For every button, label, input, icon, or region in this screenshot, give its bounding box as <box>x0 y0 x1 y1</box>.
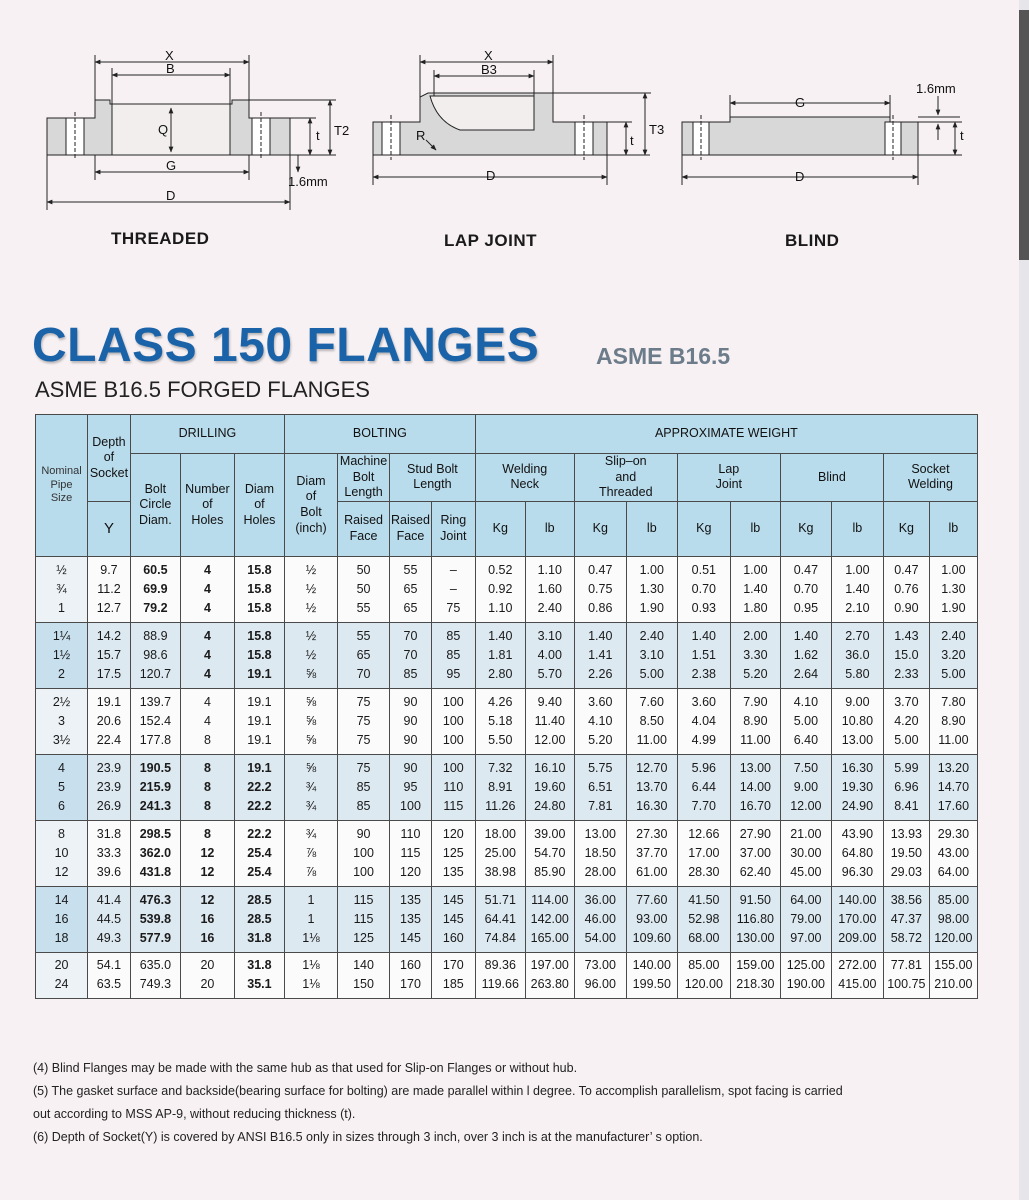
blind-label-t: t <box>960 128 964 143</box>
table-cell-bl-lb: 140.00 170.00 209.00 <box>831 886 883 952</box>
table-cell-sw-lb: 2.40 3.20 5.00 <box>929 622 977 688</box>
table-cell-db: ½ ½ ½ <box>284 556 337 622</box>
standard-label: ASME B16.5 <box>596 343 731 369</box>
table-cell-lj-kg: 0.51 0.70 0.93 <box>677 556 730 622</box>
lapjoint-label-b3: B3 <box>481 62 497 77</box>
table-cell-bl-kg: 125.00 190.00 <box>780 952 831 998</box>
header-depth-of-socket: Depth of Socket <box>88 415 131 502</box>
table-cell-so-lb: 2.40 3.10 5.00 <box>626 622 677 688</box>
header-machine-bolt-length: Machine Bolt Length <box>338 454 390 502</box>
table-cell-srj: 100 110 115 <box>431 754 475 820</box>
footnote-6: (6) Depth of Socket(Y) is covered by ANSI B16.5 only in sizes through 3 inch, over 3 inch is at the manufacturer’ s option. <box>33 1130 703 1144</box>
header-bolting: BOLTING <box>284 415 475 454</box>
table-cell-so-lb: 140.00 199.50 <box>626 952 677 998</box>
table-cell-bl-lb: 16.30 19.30 24.90 <box>831 754 883 820</box>
table-cell-lj-kg: 1.40 1.51 2.38 <box>677 622 730 688</box>
lapjoint-label-d: D <box>486 168 496 183</box>
table-cell-size: ½ ¾ 1 <box>36 556 88 622</box>
table-cell-sw-kg: 13.93 19.50 29.03 <box>883 820 929 886</box>
table-cell-mb: 140 150 <box>338 952 390 998</box>
table-cell-bl-kg: 0.47 0.70 0.95 <box>780 556 831 622</box>
header-wn-kg: Kg <box>475 501 525 556</box>
threaded-label-d: D <box>166 188 176 203</box>
caption-lap-joint: LAP JOINT <box>444 231 537 250</box>
header-bl-lb: lb <box>831 501 883 556</box>
header-approximate-weight: APPROXIMATE WEIGHT <box>475 415 977 454</box>
table-cell-size: 20 24 <box>36 952 88 998</box>
threaded-label-g: G <box>166 158 177 173</box>
table-cell-wn-lb: 39.00 54.70 85.90 <box>525 820 574 886</box>
blind-label-g: G <box>795 95 806 110</box>
table-cell-so-kg: 5.75 6.51 7.81 <box>574 754 626 820</box>
header-lap-joint: Lap Joint <box>677 454 780 502</box>
table-cell-so-lb: 27.30 37.70 61.00 <box>626 820 677 886</box>
header-so-lb: lb <box>626 501 677 556</box>
page-edge-tab <box>1019 10 1029 260</box>
table-row-group <box>36 688 978 754</box>
table-cell-bc: 88.9 98.6 120.7 <box>130 622 180 688</box>
table-cell-sw-lb: 1.00 1.30 1.90 <box>929 556 977 622</box>
header-number-of-holes: Number of Holes <box>180 454 234 557</box>
table-cell-so-kg: 0.47 0.75 0.86 <box>574 556 626 622</box>
flange-drawings <box>0 0 1020 300</box>
table-cell-lj-lb: 159.00 218.30 <box>730 952 780 998</box>
table-cell-nh: 8 8 8 <box>180 754 234 820</box>
table-cell-bc: 139.7 152.4 177.8 <box>130 688 180 754</box>
header-welding-neck: Welding Neck <box>475 454 574 502</box>
header-blind: Blind <box>780 454 883 502</box>
header-stud-ring-joint: Ring Joint <box>431 501 475 556</box>
table-cell-sw-kg: 77.81 100.75 <box>883 952 929 998</box>
table-cell-so-lb: 1.00 1.30 1.90 <box>626 556 677 622</box>
table-cell-sw-lb: 29.30 43.00 64.00 <box>929 820 977 886</box>
table-cell-dh: 19.1 22.2 22.2 <box>234 754 284 820</box>
table-cell-sw-kg: 5.99 6.96 8.41 <box>883 754 929 820</box>
footnote-5: (5) The gasket surface and backside(bearing surface for bolting) are made parallel within l degree. To accomplish parallelism, spot facing is carried <box>33 1084 843 1098</box>
table-cell-mb: 75 85 85 <box>338 754 390 820</box>
table-cell-so-kg: 13.00 18.50 28.00 <box>574 820 626 886</box>
lap-joint-drawing <box>373 55 651 185</box>
table-cell-nh: 12 16 16 <box>180 886 234 952</box>
table-cell-wn-lb: 197.00 263.80 <box>525 952 574 998</box>
table-cell-wn-kg: 4.26 5.18 5.50 <box>475 688 525 754</box>
table-cell-srf: 70 70 85 <box>390 622 432 688</box>
table-cell-y: 9.7 11.2 12.7 <box>88 556 131 622</box>
threaded-label-b: B <box>166 61 175 76</box>
header-sw-lb: lb <box>929 501 977 556</box>
table-row-group <box>36 820 978 886</box>
footnote-4: (4) Blind Flanges may be made with the same hub as that used for Slip-on Flanges or without hub. <box>33 1061 578 1075</box>
table-cell-bl-kg: 21.00 30.00 45.00 <box>780 820 831 886</box>
table-cell-sw-kg: 38.56 47.37 58.72 <box>883 886 929 952</box>
threaded-label-t2: T2 <box>334 123 350 138</box>
table-cell-dh: 15.8 15.8 19.1 <box>234 622 284 688</box>
table-cell-y: 19.1 20.6 22.4 <box>88 688 131 754</box>
table-cell-size: 1¼ 1½ 2 <box>36 622 88 688</box>
table-cell-sw-lb: 155.00 210.00 <box>929 952 977 998</box>
table-cell-bl-kg: 7.50 9.00 12.00 <box>780 754 831 820</box>
table-cell-srj: 100 100 100 <box>431 688 475 754</box>
table-cell-srj: 170 185 <box>431 952 475 998</box>
blind-drawing <box>682 95 962 185</box>
table-cell-bc: 476.3 539.8 577.9 <box>130 886 180 952</box>
header-lj-lb: lb <box>730 501 780 556</box>
header-nominal-pipe-size: Nominal Pipe Size <box>36 415 88 557</box>
table-cell-bl-lb: 2.70 36.0 5.80 <box>831 622 883 688</box>
threaded-label-gap: 1.6mm <box>288 174 328 189</box>
table-cell-wn-kg: 1.40 1.81 2.80 <box>475 622 525 688</box>
table-row-group <box>36 556 978 622</box>
table-cell-sw-kg: 0.47 0.76 0.90 <box>883 556 929 622</box>
blind-label-gap: 1.6mm <box>916 81 956 96</box>
table-cell-bc: 298.5 362.0 431.8 <box>130 820 180 886</box>
table-cell-nh: 4 4 4 <box>180 622 234 688</box>
table-cell-y: 54.1 63.5 <box>88 952 131 998</box>
threaded-label-q: Q <box>158 122 169 137</box>
table-cell-lj-kg: 5.96 6.44 7.70 <box>677 754 730 820</box>
table-cell-so-lb: 12.70 13.70 16.30 <box>626 754 677 820</box>
table-cell-mb: 55 65 70 <box>338 622 390 688</box>
header-stud-raised-face: Raised Face <box>390 501 432 556</box>
table-cell-db: 1 1 1⅛ <box>284 886 337 952</box>
table-cell-srj: 145 145 160 <box>431 886 475 952</box>
table-cell-nh: 4 4 8 <box>180 688 234 754</box>
table-cell-dh: 28.5 28.5 31.8 <box>234 886 284 952</box>
table-row-group <box>36 622 978 688</box>
table-row-group <box>36 952 978 998</box>
table-cell-size: 8 10 12 <box>36 820 88 886</box>
table-cell-lj-lb: 7.90 8.90 11.00 <box>730 688 780 754</box>
page-edge <box>1019 0 1029 1200</box>
table-cell-srf: 90 95 100 <box>390 754 432 820</box>
table-cell-nh: 8 12 12 <box>180 820 234 886</box>
header-diam-of-bolt: Diam of Bolt (inch) <box>284 454 337 557</box>
header-bolt-circle-diam: Bolt Circle Diam. <box>130 454 180 557</box>
table-cell-bc: 190.5 215.9 241.3 <box>130 754 180 820</box>
table-cell-db: ⅝ ¾ ¾ <box>284 754 337 820</box>
table-cell-lj-kg: 12.66 17.00 28.30 <box>677 820 730 886</box>
table-cell-wn-lb: 16.10 19.60 24.80 <box>525 754 574 820</box>
table-cell-srf: 110 115 120 <box>390 820 432 886</box>
table-cell-wn-lb: 9.40 11.40 12.00 <box>525 688 574 754</box>
table-cell-so-kg: 36.00 46.00 54.00 <box>574 886 626 952</box>
table-cell-lj-kg: 41.50 52.98 68.00 <box>677 886 730 952</box>
header-depth-symbol-y: Y <box>88 501 131 556</box>
table-cell-bl-lb: 272.00 415.00 <box>831 952 883 998</box>
page-title: CLASS 150 FLANGES <box>32 319 540 372</box>
header-wn-lb: lb <box>525 501 574 556</box>
table-cell-so-kg: 3.60 4.10 5.20 <box>574 688 626 754</box>
table-cell-wn-lb: 1.10 1.60 2.40 <box>525 556 574 622</box>
table-cell-wn-kg: 51.71 64.41 74.84 <box>475 886 525 952</box>
table-cell-so-kg: 1.40 1.41 2.26 <box>574 622 626 688</box>
header-sw-kg: Kg <box>883 501 929 556</box>
table-cell-dh: 19.1 19.1 19.1 <box>234 688 284 754</box>
table-cell-srf: 55 65 65 <box>390 556 432 622</box>
table-cell-lj-lb: 13.00 14.00 16.70 <box>730 754 780 820</box>
table-cell-wn-kg: 89.36 119.66 <box>475 952 525 998</box>
table-cell-sw-kg: 1.43 15.0 2.33 <box>883 622 929 688</box>
lapjoint-label-x: X <box>484 48 493 63</box>
table-cell-wn-kg: 7.32 8.91 11.26 <box>475 754 525 820</box>
header-drilling: DRILLING <box>130 415 284 454</box>
table-cell-srf: 160 170 <box>390 952 432 998</box>
table-cell-size: 2½ 3 3½ <box>36 688 88 754</box>
table-cell-sw-lb: 13.20 14.70 17.60 <box>929 754 977 820</box>
table-cell-lj-lb: 27.90 37.00 62.40 <box>730 820 780 886</box>
table-cell-bl-lb: 43.90 64.80 96.30 <box>831 820 883 886</box>
table-cell-db: ½ ½ ⅝ <box>284 622 337 688</box>
table-cell-dh: 22.2 25.4 25.4 <box>234 820 284 886</box>
table-cell-mb: 90 100 100 <box>338 820 390 886</box>
table-row-group <box>36 886 978 952</box>
table-cell-so-lb: 77.60 93.00 109.60 <box>626 886 677 952</box>
table-cell-bl-lb: 1.00 1.40 2.10 <box>831 556 883 622</box>
table-cell-mb: 50 50 55 <box>338 556 390 622</box>
table-cell-lj-kg: 85.00 120.00 <box>677 952 730 998</box>
table-cell-db: 1⅛ 1⅛ <box>284 952 337 998</box>
table-cell-size: 14 16 18 <box>36 886 88 952</box>
table-cell-bl-lb: 9.00 10.80 13.00 <box>831 688 883 754</box>
table-cell-mb: 115 115 125 <box>338 886 390 952</box>
table-row-group <box>36 754 978 820</box>
table-cell-wn-lb: 3.10 4.00 5.70 <box>525 622 574 688</box>
table-cell-size: 4 5 6 <box>36 754 88 820</box>
table-cell-lj-lb: 91.50 116.80 130.00 <box>730 886 780 952</box>
table-cell-nh: 20 20 <box>180 952 234 998</box>
table-cell-so-lb: 7.60 8.50 11.00 <box>626 688 677 754</box>
table-cell-bc: 635.0 749.3 <box>130 952 180 998</box>
header-machine-raised-face: Raised Face <box>338 501 390 556</box>
flange-spec-table <box>35 414 978 999</box>
header-slip-on-threaded: Slip–on and Threaded <box>574 454 677 502</box>
footnote-5-cont: out according to MSS AP-9, without reducing thickness (t). <box>33 1107 356 1121</box>
table-cell-sw-lb: 7.80 8.90 11.00 <box>929 688 977 754</box>
table-cell-bl-kg: 1.40 1.62 2.64 <box>780 622 831 688</box>
table-cell-srf: 135 135 145 <box>390 886 432 952</box>
table-cell-srj: – – 75 <box>431 556 475 622</box>
table-cell-lj-lb: 1.00 1.40 1.80 <box>730 556 780 622</box>
table-cell-lj-lb: 2.00 3.30 5.20 <box>730 622 780 688</box>
table-cell-bc: 60.5 69.9 79.2 <box>130 556 180 622</box>
table-cell-sw-lb: 85.00 98.00 120.00 <box>929 886 977 952</box>
lapjoint-label-r: R <box>416 128 426 143</box>
table-cell-wn-kg: 0.52 0.92 1.10 <box>475 556 525 622</box>
footnotes <box>33 1057 933 1149</box>
caption-blind: BLIND <box>785 231 840 250</box>
table-cell-wn-lb: 114.00 142.00 165.00 <box>525 886 574 952</box>
table-cell-so-kg: 73.00 96.00 <box>574 952 626 998</box>
table-cell-wn-kg: 18.00 25.00 38.98 <box>475 820 525 886</box>
table-cell-srj: 120 125 135 <box>431 820 475 886</box>
table-cell-bl-kg: 64.00 79.00 97.00 <box>780 886 831 952</box>
caption-threaded: THREADED <box>111 229 210 248</box>
table-cell-y: 41.4 44.5 49.3 <box>88 886 131 952</box>
table-cell-db: ⅝ ⅝ ⅝ <box>284 688 337 754</box>
table-cell-sw-kg: 3.70 4.20 5.00 <box>883 688 929 754</box>
blind-label-d: D <box>795 169 805 184</box>
table-cell-bl-kg: 4.10 5.00 6.40 <box>780 688 831 754</box>
table-cell-srf: 90 90 90 <box>390 688 432 754</box>
lapjoint-label-t: t <box>630 133 634 148</box>
table-cell-y: 14.2 15.7 17.5 <box>88 622 131 688</box>
header-diam-of-holes: Diam of Holes <box>234 454 284 557</box>
lapjoint-label-t3: T3 <box>649 122 665 137</box>
header-stud-bolt-length: Stud Bolt Length <box>390 454 476 502</box>
table-cell-nh: 4 4 4 <box>180 556 234 622</box>
table-cell-lj-kg: 3.60 4.04 4.99 <box>677 688 730 754</box>
table-cell-dh: 31.8 35.1 <box>234 952 284 998</box>
header-bl-kg: Kg <box>780 501 831 556</box>
table-cell-dh: 15.8 15.8 15.8 <box>234 556 284 622</box>
header-socket-welding: Socket Welding <box>883 454 977 502</box>
header-lj-kg: Kg <box>677 501 730 556</box>
header-so-kg: Kg <box>574 501 626 556</box>
table-cell-y: 31.8 33.3 39.6 <box>88 820 131 886</box>
table-cell-srj: 85 85 95 <box>431 622 475 688</box>
threaded-label-x: X <box>165 48 174 63</box>
threaded-label-t: t <box>316 128 320 143</box>
page-subtitle: ASME B16.5 FORGED FLANGES <box>35 377 370 402</box>
table-cell-y: 23.9 23.9 26.9 <box>88 754 131 820</box>
table-cell-db: ¾ ⅞ ⅞ <box>284 820 337 886</box>
table-cell-mb: 75 75 75 <box>338 688 390 754</box>
